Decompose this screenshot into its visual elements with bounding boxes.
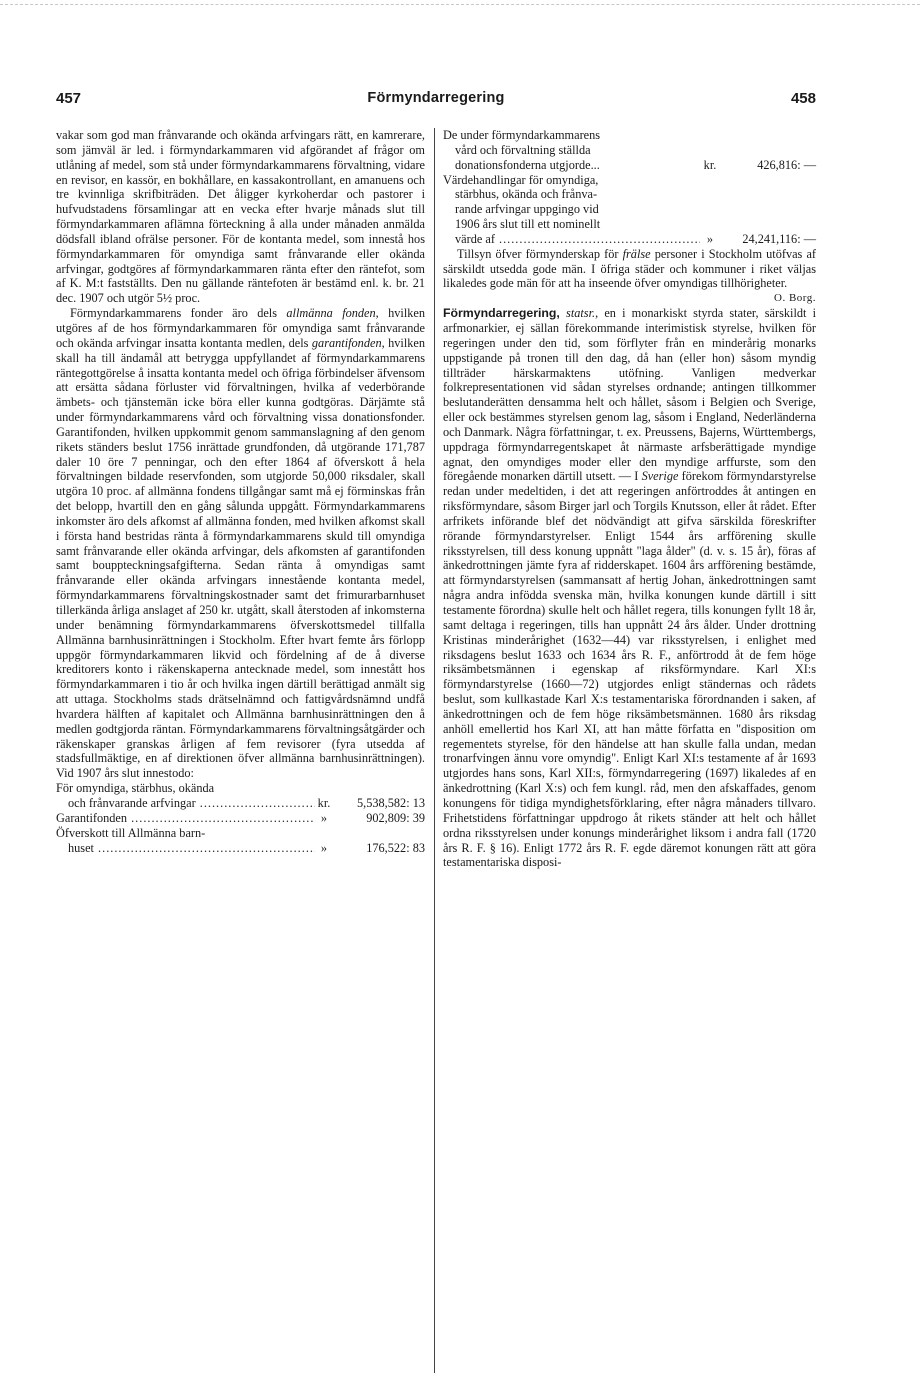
page-number-left: 457	[56, 90, 82, 107]
deposits-table	[56, 781, 425, 855]
table-row: Öfverskott till Allmänna barn-	[56, 825, 206, 840]
table-row: stärbhus, okända och frånva-	[455, 187, 598, 202]
amount: 5,538,582: 13	[357, 795, 425, 810]
term-garantifonden: garantifonden	[311, 335, 382, 350]
page-header	[56, 90, 816, 114]
running-title: Förmyndarregering	[367, 90, 505, 106]
term-allmanna-fonden: allmänna fonden	[286, 306, 376, 321]
table-row: För omyndiga, stärbhus, okända	[56, 781, 215, 796]
page-number-right: 458	[790, 90, 816, 107]
entry-abbreviation: statsr.	[566, 306, 596, 321]
table-row: huset ..... » 176,522: 83	[56, 841, 425, 856]
entry-headword: Förmyndarregering,	[443, 306, 560, 321]
amount: 426,816: —	[757, 157, 816, 172]
author-signature: O. Borg.	[774, 292, 816, 305]
table-row: donationsfonderna utgjorde... kr. 426,816: —	[455, 157, 816, 172]
amount: 24,241,116: —	[742, 231, 816, 246]
table-row: vård och förvaltning ställda	[455, 142, 591, 157]
table-row: Värdehandlingar för omyndiga,	[443, 172, 599, 187]
amount: 176,522: 83	[366, 840, 425, 855]
holdings-table	[443, 128, 816, 247]
table-row: De under förmyndarkammarens	[443, 128, 601, 142]
right-column	[443, 128, 816, 870]
table-row: och frånvarande arfvingar ..... kr. 5,538,582: 13	[56, 796, 425, 811]
paragraph-administration: vakar som god man frånvarande och okända arfvingars rätt, en kamrerare, som jämväl är led. i förmyndarkammaren vid afgörandet af frågor om utlåning af medel, som stå under förmyndarkammarens förvaltning, vidare en revisor, en kassör, en bokhållare, en kassakontrollant, en amanuens och tre kvinnliga skrifbiträden. Det åligger kyrkoherdar och pastorer i hufvudstadens församlingar att en vecka efter hvarje månads slut till förmyndarkammaren aflämna förteckning å alla under månaden anmälda dödsfall ibland ofrälse personer. För de kontanta medel, som innestå hos förmyndarkammaren för omyndiga samt frånvarande eller okända arfvingar, godtgöres af förmyndarkammaren ränta efter den räntefot, som af K. M:t fastställts. Den nu gällande räntefoten är bestämd enl. k. br. 21 dec. 1907 och utgör 5½ proc.	[56, 128, 425, 306]
paragraph-funds: Förmyndarkammarens fonder äro dels allmänna fonden, hvilken utgöres af de hos förmyndarkammaren för omyndiga samt frånvarande och okända arfvingar insatta kontanta medlen, dels garantifonden, hvilken skall ha till ändamål att betrygga uppfyllandet af förmyndarkammarens räntegottgörelse å insatta kontanta medel och öfriga förbindelser äfvensom att ersätta sådana förluster vid förvaltningen, hvilka af vederbörande ämbets- och tjänstemän icke böra eller kunna godtgöras. Därjämte stå under förmyndarkammarens vård och förvaltning vissa donationsfonder. Garantifonden, hvilken uppkommit genom sammanslagning af den genom rikets ständers beslut 1756 inrättade grundfonden, då utgörande 171,787 daler 10 öre 7 penningar, och den efter 1864 af öfverskott å hela förvaltningen bildade reservfonden, som utgjorde 50,000 riksdaler, skall utgöra 10 proc. af allmänna fondens tillgångar samt må ej förminskas från det belopp, hvartill den en gång sålunda uppgått. Förmyndarkammarens inkomster äro dels afkomst af allmänna fonden, med hvilken afkomst skall i första hand bestridas ränta å förmyndarkammarens skuld till omyndiga samt frånvarande eller okända arfvingar, dels afkomsten af garantifonden samt bouppteckningsafgifterna. Sedan ränta å omyndigas samt frånvarande eller okända arfvingars innestående kontanta medel, förmyndarkammarens förvaltningskostnader samt det frimurarbarnhuset tillerkända årliga anslaget af 250 kr. utgått, skall återstoden af inkomsterna under benämning förmyndarkammarens öfverskottsmedel tillfalla Allmänna barnhusinrättningen i Stockholm. Efter hvart femte års förlopp uppgör förmyndarkammaren likvid och fördelning af de å diverse kreditorers konto i räkenskaperna antecknade medel, som innestått hos förmyndarkammaren i tio år och hvilka ingen därtill berättigad anmält sig att uttaga. Stockholms stads drätselnämnd och fattigvårdsnämnd undfå hvardera hälften af kapitalet och Allmänna barnhusinrättningen den å medlen godtgjorda räntan. Förmyndarkammarens förvaltningsåtgärder och räkenskaper granskas årligen af fem revisorer (fyra utsedda af stadsfullmäktige, en af direktionen öfver allmänna barnhusinrättningen). Vid 1907 års slut innestodo:	[56, 306, 425, 781]
table-row: rande arfvingar uppgingo vid	[455, 202, 599, 217]
amount: 902,809: 39	[366, 810, 425, 825]
table-row: värde af ..... » 24,241,116: —	[443, 232, 816, 247]
left-column	[56, 128, 425, 855]
column-divider	[434, 128, 435, 1373]
term-sverige: Sverige	[641, 469, 679, 484]
entry-formyndarregering: Förmyndarregering, statsr., en i monarkiskt styrda stater, särskildt i arfmonarkier, ej sällan förekommande interimistisk styrelse, hvilken för regeringen under den tid, som förflyter från en minderårig monarks uppstigande på tronen till den dag, då han (eller hon) såsom myndig tillträder härskarmaktens utöfning. Vanligen medverkar folkrepresentationen vid sådan styrelses ordnande; antingen tillkommer beslutanderätten densamma helt och hållet, såsom i Belgien och Sverige, eller ock bestämmes styrelsen genom lag, såsom i England, Nederländerna och Danmark. Några författningar, t. ex. Preussens, Bajerns, Württembergs, uppdraga förmyndarregentskapet åt närmaste arfsberättigade myndige agnat, den omyndiges moder eller den myndige arffurste, som den föregående monarken därtill utsett. — I Sverige förekom förmyndarstyrelse redan under medeltiden, i det att regeringen anförtroddes åt antingen en riksförmyndare, såsom Birger jarl och Torgils Knutsson, eller åt rådet. Efter arfrikets införande blef det nödvändigt att gifva särskilda föreskrifter rörande förmyndarstyrelser. Enligt 1544 års arfförening skulle riksstyrelsen, till dess konung uppnått "laga ålder" (d. v. s. 15 år), föras af änkedrottningen jämte fyra af ridderskapet. 1604 års arfförening bestämde, att förmyndarstyrelsen (sammansatt af hertig Johan, änkedrottningen samt några andra infödda svenska män, hvilka konungen kunde därtill i sitt testamente förordna) skulle helt och hållet regera, tills konungen fyllt 18 år, samt deltaga i regeringen, tills han uppnått 24 års ålder. Under drottning Kristinas minderårighet (1632—44) var riksstyrelsen, i enlighet med riksdagens beslut 1633 och 1634 års R. F., anförtrodd åt de fem höge riksämbetsmännen i egenskap af riksförmyndare. Karl XI:s förmyndarstyrelse (1660—72) utgjordes enligt ständernas och rådets beslut, som kullkastade Karl X:s testamentariska förordnanden i saken, af änkedrottningen och de fem höge riksämbetsmännen. 1680 års riksdag anhöll emellertid hos Karl XI, att han måtte författa en "disposition om regementets styrelse, för den händelse att han skulle falla undan, medan tronarfvingen ännu vore omyndig". Enligt Karl XI:s testamente af år 1693 utgjordes hans sons, Karl XII:s, förmyndarregering (1697) likaledes af en änkedrottning (Karl X:s) och fem kungl. råd, men den afskaffades, genom konungens för tidiga myndighetsförklaring, efter några månaders tillvaro. Frihetstidens författningar uppdrogo åt rikets ständer att helt och hållet ordna riksstyrelsen under konungs minderårighet liksom i andra fall (1720 års R. F. § 16). Enligt 1772 års R. F. egde däremot konungen rätt att göra testamentariska disposi-	[443, 306, 817, 870]
term-fralse: frälse	[622, 246, 651, 261]
paragraph-guardianship: Tillsyn öfver förmynderskap för frälse personer i Stockholm utöfvas af särskildt utsedda gode män. I öfriga städer och kommuner i riket väljas likaledes gode män för att ha inseende öfver omyndigas tillhörigheter.	[443, 246, 816, 291]
table-row: Garantifonden ..... » 902,809: 39	[56, 811, 425, 826]
scan-edge-rule	[0, 4, 920, 5]
table-row: 1906 års slut till ett nominellt	[455, 217, 601, 232]
